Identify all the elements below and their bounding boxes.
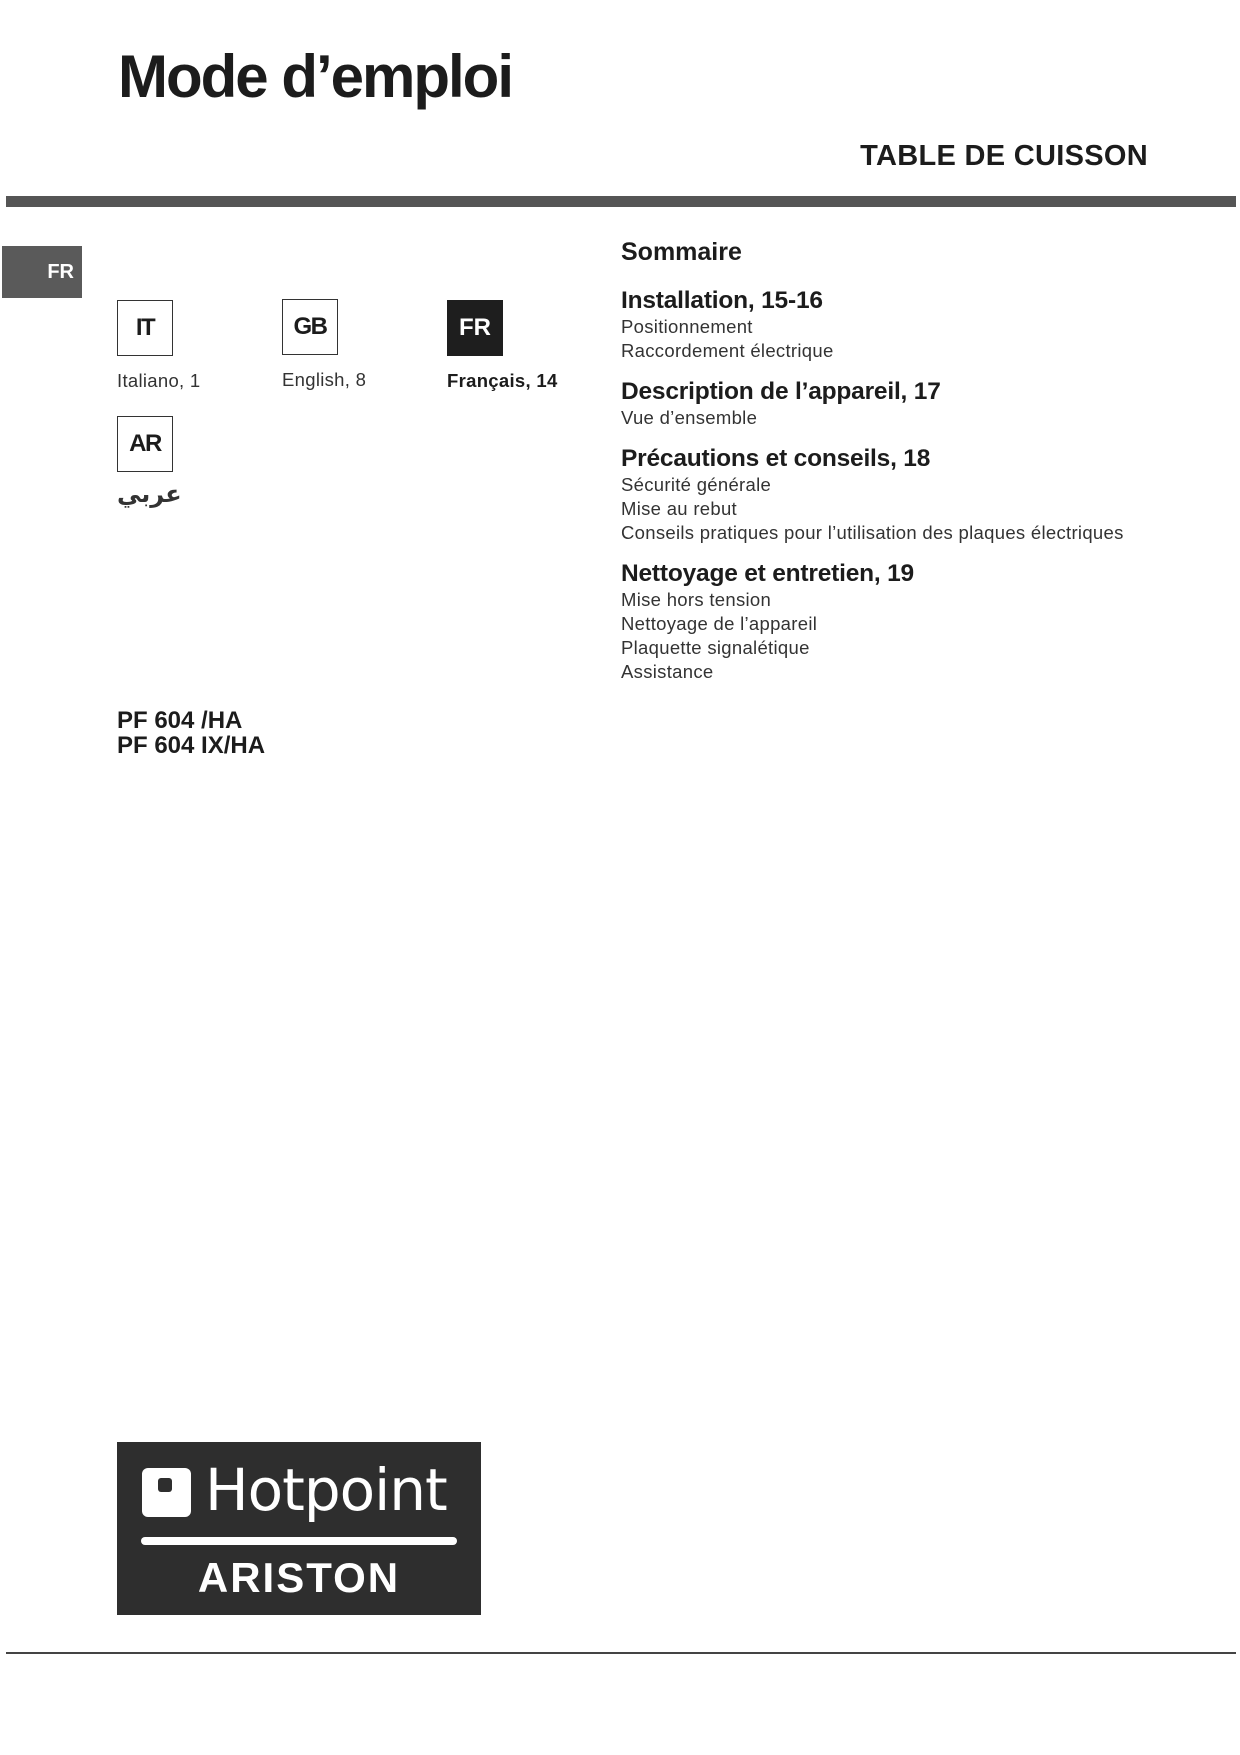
language-label[interactable]: English, 8 [282,369,367,390]
toc-section-title[interactable]: Nettoyage et entretien, 19 [621,560,914,587]
header-divider [6,196,1236,207]
page-title: Mode d’emploi [118,43,512,110]
toc-section-precautions [621,445,1221,545]
language-option-ar[interactable] [117,416,317,509]
toc-item[interactable]: Plaquette signalétique [621,637,810,658]
footer-divider [6,1652,1236,1654]
toc-section-title[interactable]: Installation, 15-16 [621,287,823,314]
logo-brand-name: Hotpoint [205,1456,447,1524]
toc-item[interactable]: Raccordement électrique [621,340,834,361]
logo-sub-brand: ARISTON [197,1554,401,1601]
table-of-contents [621,238,1221,699]
hotpoint-ariston-logo [117,1442,481,1615]
toc-item[interactable]: Positionnement [621,316,753,337]
toc-item[interactable]: Vue d’ensemble [621,407,758,428]
logo-divider [141,1537,457,1545]
language-code-box[interactable]: AR [117,416,173,472]
language-code-box[interactable]: IT [117,300,173,356]
toc-item[interactable]: Nettoyage de l’appareil [621,613,818,634]
language-option-fr[interactable] [447,300,647,392]
toc-section-title[interactable]: Précautions et conseils, 18 [621,445,931,472]
language-label[interactable]: عربي [117,481,182,508]
document-subtitle: TABLE DE CUISSON [860,140,1148,172]
model-number: PF 604 IX/HA [117,732,266,759]
model-number: PF 604 /HA [117,707,243,734]
toc-section-description [621,378,1221,430]
side-tab-label: FR [47,260,74,283]
language-side-tab [2,246,82,298]
language-code-box[interactable]: GB [282,299,338,355]
toc-section-installation [621,287,1221,363]
language-label[interactable]: Italiano, 1 [117,370,201,391]
brand-mark-icon [142,1468,191,1517]
language-label-active[interactable]: Français, 14 [447,370,558,391]
model-numbers [117,708,265,758]
toc-title: Sommaire [621,238,742,266]
toc-item[interactable]: Assistance [621,661,714,682]
language-code-box-active[interactable]: FR [447,300,503,356]
toc-section-cleaning [621,560,1221,684]
toc-item[interactable]: Mise hors tension [621,589,772,610]
toc-item[interactable]: Sécurité générale [621,474,772,495]
toc-item[interactable]: Mise au rebut [621,498,737,519]
toc-section-title[interactable]: Description de l’appareil, 17 [621,378,941,405]
toc-item[interactable]: Conseils pratiques pour l’utilisation des plaques électriques [621,522,1124,543]
